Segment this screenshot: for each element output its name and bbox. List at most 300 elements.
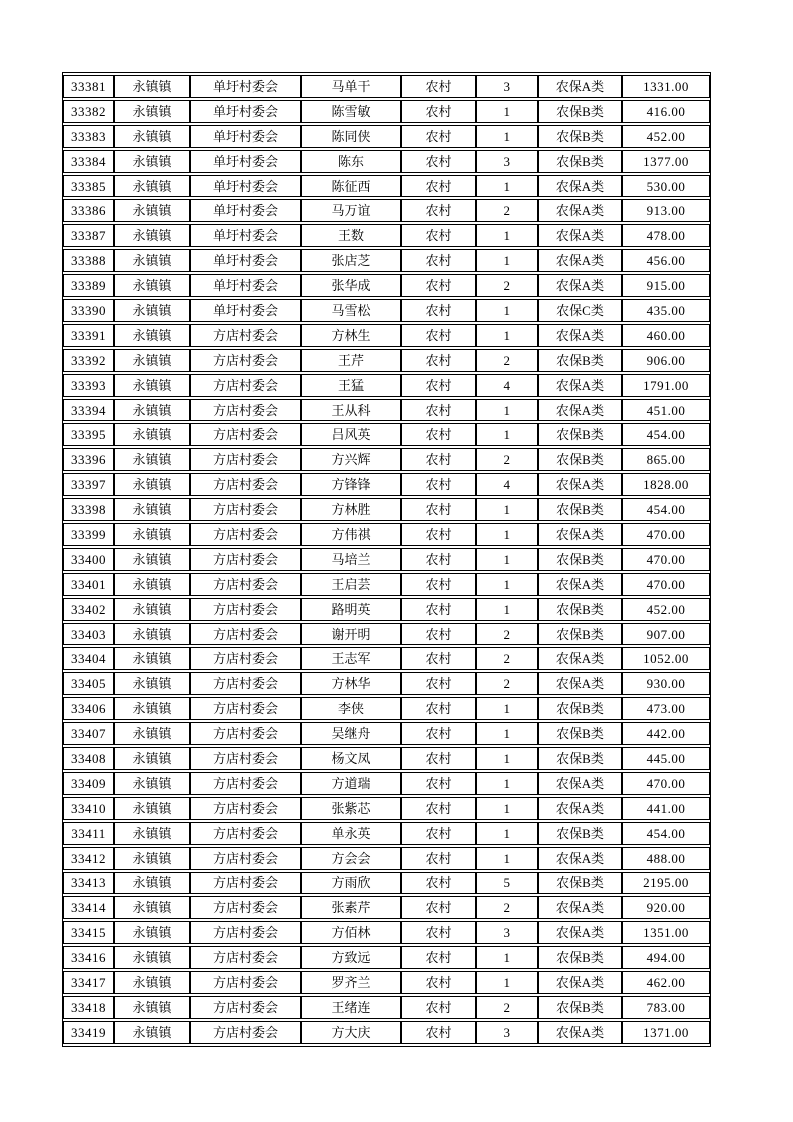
cell-town: 永镇镇 — [114, 448, 190, 471]
cell-insurance-category: 农保B类 — [538, 448, 622, 471]
cell-amount: 454.00 — [622, 498, 710, 521]
cell-amount: 1331.00 — [622, 75, 710, 98]
cell-household-type: 农村 — [401, 996, 476, 1019]
cell-person-name: 吴继舟 — [301, 722, 401, 745]
cell-person-name: 马单干 — [301, 75, 401, 98]
cell-insurance-category: 农保A类 — [538, 1021, 622, 1044]
cell-household-type: 农村 — [401, 672, 476, 695]
cell-household-type: 农村 — [401, 324, 476, 347]
cell-amount: 460.00 — [622, 324, 710, 347]
cell-person-name: 马雪松 — [301, 299, 401, 322]
cell-serial-number: 33391 — [63, 324, 114, 347]
cell-insurance-category: 农保A类 — [538, 647, 622, 670]
table-row — [63, 822, 710, 845]
cell-town: 永镇镇 — [114, 274, 190, 297]
cell-village-committee: 方店村委会 — [190, 548, 301, 571]
cell-insurance-category: 农保A类 — [538, 797, 622, 820]
cell-person-count: 2 — [476, 274, 538, 297]
cell-amount: 462.00 — [622, 971, 710, 994]
cell-insurance-category: 农保A类 — [538, 224, 622, 247]
cell-household-type: 农村 — [401, 448, 476, 471]
cell-town: 永镇镇 — [114, 100, 190, 123]
cell-person-name: 王从科 — [301, 399, 401, 422]
cell-serial-number: 33406 — [63, 697, 114, 720]
cell-town: 永镇镇 — [114, 896, 190, 919]
cell-town: 永镇镇 — [114, 175, 190, 198]
table-row — [63, 722, 710, 745]
cell-town: 永镇镇 — [114, 672, 190, 695]
cell-person-count: 1 — [476, 971, 538, 994]
cell-insurance-category: 农保A类 — [538, 921, 622, 944]
cell-village-committee: 方店村委会 — [190, 747, 301, 770]
cell-insurance-category: 农保A类 — [538, 473, 622, 496]
table-row — [63, 548, 710, 571]
cell-household-type: 农村 — [401, 847, 476, 870]
table-row — [63, 747, 710, 770]
cell-insurance-category: 农保B类 — [538, 598, 622, 621]
cell-village-committee: 方店村委会 — [190, 797, 301, 820]
cell-insurance-category: 农保B类 — [538, 423, 622, 446]
cell-serial-number: 33408 — [63, 747, 114, 770]
cell-village-committee: 方店村委会 — [190, 423, 301, 446]
table-row — [63, 249, 710, 272]
cell-town: 永镇镇 — [114, 498, 190, 521]
cell-person-count: 2 — [476, 199, 538, 222]
cell-town: 永镇镇 — [114, 921, 190, 944]
table-row — [63, 175, 710, 198]
cell-insurance-category: 农保B类 — [538, 100, 622, 123]
cell-serial-number: 33410 — [63, 797, 114, 820]
cell-person-count: 1 — [476, 324, 538, 347]
cell-household-type: 农村 — [401, 946, 476, 969]
cell-person-count: 1 — [476, 847, 538, 870]
cell-household-type: 农村 — [401, 598, 476, 621]
cell-insurance-category: 农保B类 — [538, 150, 622, 173]
cell-household-type: 农村 — [401, 623, 476, 646]
cell-household-type: 农村 — [401, 175, 476, 198]
cell-town: 永镇镇 — [114, 150, 190, 173]
cell-insurance-category: 农保A类 — [538, 199, 622, 222]
cell-village-committee: 单圩村委会 — [190, 100, 301, 123]
cell-insurance-category: 农保B类 — [538, 996, 622, 1019]
cell-amount: 451.00 — [622, 399, 710, 422]
cell-insurance-category: 农保B类 — [538, 623, 622, 646]
cell-town: 永镇镇 — [114, 324, 190, 347]
cell-person-count: 1 — [476, 946, 538, 969]
cell-person-name: 王芹 — [301, 349, 401, 372]
cell-person-count: 1 — [476, 722, 538, 745]
cell-town: 永镇镇 — [114, 224, 190, 247]
cell-serial-number: 33390 — [63, 299, 114, 322]
cell-amount: 2195.00 — [622, 872, 710, 895]
cell-serial-number: 33418 — [63, 996, 114, 1019]
cell-serial-number: 33384 — [63, 150, 114, 173]
cell-household-type: 农村 — [401, 75, 476, 98]
cell-town: 永镇镇 — [114, 847, 190, 870]
cell-serial-number: 33397 — [63, 473, 114, 496]
cell-household-type: 农村 — [401, 199, 476, 222]
cell-person-count: 2 — [476, 672, 538, 695]
cell-person-count: 3 — [476, 1021, 538, 1044]
cell-insurance-category: 农保A类 — [538, 274, 622, 297]
cell-village-committee: 方店村委会 — [190, 324, 301, 347]
cell-person-name: 方锋锋 — [301, 473, 401, 496]
cell-village-committee: 方店村委会 — [190, 921, 301, 944]
cell-village-committee: 方店村委会 — [190, 399, 301, 422]
cell-person-name: 方雨欣 — [301, 872, 401, 895]
cell-household-type: 农村 — [401, 374, 476, 397]
cell-village-committee: 单圩村委会 — [190, 175, 301, 198]
cell-household-type: 农村 — [401, 647, 476, 670]
cell-amount: 530.00 — [622, 175, 710, 198]
cell-person-count: 5 — [476, 872, 538, 895]
cell-person-name: 陈雪敏 — [301, 100, 401, 123]
cell-person-count: 3 — [476, 75, 538, 98]
cell-household-type: 农村 — [401, 921, 476, 944]
cell-village-committee: 单圩村委会 — [190, 274, 301, 297]
table-row — [63, 573, 710, 596]
table-row — [63, 896, 710, 919]
cell-serial-number: 33416 — [63, 946, 114, 969]
cell-town: 永镇镇 — [114, 598, 190, 621]
cell-person-count: 1 — [476, 797, 538, 820]
cell-person-count: 1 — [476, 822, 538, 845]
cell-household-type: 农村 — [401, 1021, 476, 1044]
cell-person-name: 陈同侠 — [301, 125, 401, 148]
cell-person-name: 杨文凤 — [301, 747, 401, 770]
cell-village-committee: 单圩村委会 — [190, 150, 301, 173]
cell-person-count: 1 — [476, 523, 538, 546]
cell-insurance-category: 农保A类 — [538, 175, 622, 198]
cell-person-name: 路明英 — [301, 598, 401, 621]
cell-household-type: 农村 — [401, 299, 476, 322]
cell-person-name: 马万谊 — [301, 199, 401, 222]
cell-village-committee: 单圩村委会 — [190, 75, 301, 98]
cell-insurance-category: 农保B类 — [538, 946, 622, 969]
cell-household-type: 农村 — [401, 100, 476, 123]
cell-serial-number: 33392 — [63, 349, 114, 372]
cell-person-name: 张素芹 — [301, 896, 401, 919]
table-row — [63, 971, 710, 994]
cell-person-count: 1 — [476, 399, 538, 422]
cell-household-type: 农村 — [401, 772, 476, 795]
cell-village-committee: 方店村委会 — [190, 598, 301, 621]
cell-household-type: 农村 — [401, 573, 476, 596]
cell-person-name: 王绪连 — [301, 996, 401, 1019]
cell-amount: 1351.00 — [622, 921, 710, 944]
table-row — [63, 647, 710, 670]
cell-person-name: 方伟祺 — [301, 523, 401, 546]
cell-person-count: 1 — [476, 249, 538, 272]
cell-insurance-category: 农保B类 — [538, 722, 622, 745]
cell-town: 永镇镇 — [114, 797, 190, 820]
cell-household-type: 农村 — [401, 822, 476, 845]
cell-village-committee: 单圩村委会 — [190, 299, 301, 322]
cell-person-name: 方大庆 — [301, 1021, 401, 1044]
cell-village-committee: 单圩村委会 — [190, 224, 301, 247]
cell-town: 永镇镇 — [114, 623, 190, 646]
cell-serial-number: 33405 — [63, 672, 114, 695]
cell-amount: 783.00 — [622, 996, 710, 1019]
cell-person-count: 1 — [476, 747, 538, 770]
table-row — [63, 623, 710, 646]
table-row — [63, 374, 710, 397]
cell-serial-number: 33400 — [63, 548, 114, 571]
cell-insurance-category: 农保C类 — [538, 299, 622, 322]
cell-person-name: 方林华 — [301, 672, 401, 695]
cell-village-committee: 方店村委会 — [190, 996, 301, 1019]
cell-insurance-category: 农保A类 — [538, 399, 622, 422]
cell-person-count: 2 — [476, 996, 538, 1019]
cell-village-committee: 方店村委会 — [190, 971, 301, 994]
cell-person-name: 方致远 — [301, 946, 401, 969]
table-row — [63, 946, 710, 969]
cell-insurance-category: 农保B类 — [538, 822, 622, 845]
cell-village-committee: 方店村委会 — [190, 847, 301, 870]
cell-village-committee: 方店村委会 — [190, 623, 301, 646]
cell-village-committee: 方店村委会 — [190, 374, 301, 397]
cell-person-name: 吕风英 — [301, 423, 401, 446]
cell-person-name: 王猛 — [301, 374, 401, 397]
cell-village-committee: 方店村委会 — [190, 573, 301, 596]
cell-person-count: 1 — [476, 548, 538, 571]
cell-town: 永镇镇 — [114, 971, 190, 994]
cell-insurance-category: 农保A类 — [538, 672, 622, 695]
cell-amount: 452.00 — [622, 598, 710, 621]
table-row — [63, 199, 710, 222]
cell-household-type: 农村 — [401, 349, 476, 372]
cell-town: 永镇镇 — [114, 249, 190, 272]
cell-town: 永镇镇 — [114, 423, 190, 446]
table-row — [63, 847, 710, 870]
cell-town: 永镇镇 — [114, 647, 190, 670]
cell-household-type: 农村 — [401, 872, 476, 895]
cell-insurance-category: 农保B类 — [538, 349, 622, 372]
cell-amount: 906.00 — [622, 349, 710, 372]
cell-amount: 452.00 — [622, 125, 710, 148]
cell-serial-number: 33399 — [63, 523, 114, 546]
cell-person-name: 王数 — [301, 224, 401, 247]
table-row — [63, 797, 710, 820]
cell-amount: 441.00 — [622, 797, 710, 820]
cell-town: 永镇镇 — [114, 747, 190, 770]
cell-household-type: 农村 — [401, 249, 476, 272]
cell-household-type: 农村 — [401, 523, 476, 546]
cell-town: 永镇镇 — [114, 125, 190, 148]
cell-village-committee: 方店村委会 — [190, 722, 301, 745]
cell-town: 永镇镇 — [114, 523, 190, 546]
table-row — [63, 498, 710, 521]
cell-serial-number: 33383 — [63, 125, 114, 148]
cell-amount: 494.00 — [622, 946, 710, 969]
cell-serial-number: 33409 — [63, 772, 114, 795]
cell-village-committee: 方店村委会 — [190, 946, 301, 969]
cell-household-type: 农村 — [401, 399, 476, 422]
cell-person-count: 1 — [476, 772, 538, 795]
cell-amount: 1371.00 — [622, 1021, 710, 1044]
cell-amount: 930.00 — [622, 672, 710, 695]
cell-village-committee: 方店村委会 — [190, 473, 301, 496]
cell-person-name: 方道瑞 — [301, 772, 401, 795]
cell-amount: 915.00 — [622, 274, 710, 297]
cell-household-type: 农村 — [401, 150, 476, 173]
cell-person-count: 4 — [476, 473, 538, 496]
cell-insurance-category: 农保A类 — [538, 324, 622, 347]
cell-household-type: 农村 — [401, 274, 476, 297]
table-row — [63, 349, 710, 372]
cell-town: 永镇镇 — [114, 822, 190, 845]
cell-village-committee: 方店村委会 — [190, 872, 301, 895]
cell-insurance-category: 农保A类 — [538, 573, 622, 596]
cell-insurance-category: 农保A类 — [538, 374, 622, 397]
cell-serial-number: 33412 — [63, 847, 114, 870]
cell-person-count: 2 — [476, 647, 538, 670]
cell-insurance-category: 农保A类 — [538, 249, 622, 272]
cell-amount: 473.00 — [622, 697, 710, 720]
table-row — [63, 75, 710, 98]
cell-serial-number: 33414 — [63, 896, 114, 919]
cell-serial-number: 33395 — [63, 423, 114, 446]
table-row — [63, 399, 710, 422]
cell-person-count: 1 — [476, 598, 538, 621]
cell-person-name: 王志军 — [301, 647, 401, 670]
cell-amount: 454.00 — [622, 822, 710, 845]
cell-serial-number: 33403 — [63, 623, 114, 646]
cell-amount: 435.00 — [622, 299, 710, 322]
cell-insurance-category: 农保B类 — [538, 747, 622, 770]
cell-insurance-category: 农保A类 — [538, 523, 622, 546]
cell-person-count: 1 — [476, 175, 538, 198]
cell-household-type: 农村 — [401, 498, 476, 521]
table-body — [63, 75, 710, 1044]
cell-town: 永镇镇 — [114, 772, 190, 795]
cell-person-name: 王启芸 — [301, 573, 401, 596]
cell-serial-number: 33404 — [63, 647, 114, 670]
table-row — [63, 1021, 710, 1044]
cell-amount: 478.00 — [622, 224, 710, 247]
cell-household-type: 农村 — [401, 747, 476, 770]
cell-insurance-category: 农保B类 — [538, 498, 622, 521]
cell-village-committee: 方店村委会 — [190, 822, 301, 845]
cell-village-committee: 方店村委会 — [190, 498, 301, 521]
table-row — [63, 423, 710, 446]
cell-serial-number: 33389 — [63, 274, 114, 297]
cell-person-name: 方佰林 — [301, 921, 401, 944]
cell-insurance-category: 农保B类 — [538, 697, 622, 720]
cell-village-committee: 方店村委会 — [190, 1021, 301, 1044]
cell-village-committee: 方店村委会 — [190, 896, 301, 919]
cell-serial-number: 33396 — [63, 448, 114, 471]
table-row — [63, 448, 710, 471]
cell-person-count: 1 — [476, 423, 538, 446]
cell-household-type: 农村 — [401, 423, 476, 446]
cell-town: 永镇镇 — [114, 946, 190, 969]
table-row — [63, 921, 710, 944]
cell-town: 永镇镇 — [114, 697, 190, 720]
cell-person-count: 1 — [476, 697, 538, 720]
cell-serial-number: 33419 — [63, 1021, 114, 1044]
cell-serial-number: 33415 — [63, 921, 114, 944]
cell-household-type: 农村 — [401, 722, 476, 745]
cell-person-name: 张紫芯 — [301, 797, 401, 820]
cell-person-count: 2 — [476, 623, 538, 646]
cell-person-count: 1 — [476, 224, 538, 247]
cell-household-type: 农村 — [401, 125, 476, 148]
cell-village-committee: 方店村委会 — [190, 523, 301, 546]
cell-person-count: 1 — [476, 100, 538, 123]
cell-town: 永镇镇 — [114, 872, 190, 895]
cell-village-committee: 方店村委会 — [190, 448, 301, 471]
cell-person-count: 2 — [476, 448, 538, 471]
cell-serial-number: 33394 — [63, 399, 114, 422]
cell-person-name: 方林胜 — [301, 498, 401, 521]
cell-serial-number: 33388 — [63, 249, 114, 272]
cell-amount: 470.00 — [622, 523, 710, 546]
cell-person-count: 3 — [476, 921, 538, 944]
cell-amount: 1791.00 — [622, 374, 710, 397]
cell-amount: 865.00 — [622, 448, 710, 471]
cell-person-name: 单永英 — [301, 822, 401, 845]
cell-village-committee: 单圩村委会 — [190, 199, 301, 222]
cell-amount: 488.00 — [622, 847, 710, 870]
cell-town: 永镇镇 — [114, 473, 190, 496]
cell-village-committee: 方店村委会 — [190, 672, 301, 695]
table-row — [63, 125, 710, 148]
cell-amount: 442.00 — [622, 722, 710, 745]
cell-person-name: 马培兰 — [301, 548, 401, 571]
cell-serial-number: 33387 — [63, 224, 114, 247]
cell-person-name: 方兴辉 — [301, 448, 401, 471]
cell-serial-number: 33407 — [63, 722, 114, 745]
cell-village-committee: 单圩村委会 — [190, 249, 301, 272]
cell-insurance-category: 农保B类 — [538, 872, 622, 895]
cell-serial-number: 33385 — [63, 175, 114, 198]
cell-insurance-category: 农保B类 — [538, 125, 622, 148]
cell-insurance-category: 农保A类 — [538, 847, 622, 870]
cell-person-name: 罗齐兰 — [301, 971, 401, 994]
cell-amount: 470.00 — [622, 573, 710, 596]
cell-serial-number: 33393 — [63, 374, 114, 397]
table-row — [63, 299, 710, 322]
cell-town: 永镇镇 — [114, 548, 190, 571]
cell-person-name: 张华成 — [301, 274, 401, 297]
cell-serial-number: 33386 — [63, 199, 114, 222]
cell-person-name: 方会会 — [301, 847, 401, 870]
cell-household-type: 农村 — [401, 797, 476, 820]
table-row — [63, 996, 710, 1019]
cell-town: 永镇镇 — [114, 299, 190, 322]
table-row — [63, 772, 710, 795]
cell-serial-number: 33411 — [63, 822, 114, 845]
cell-amount: 1052.00 — [622, 647, 710, 670]
cell-town: 永镇镇 — [114, 996, 190, 1019]
cell-insurance-category: 农保A类 — [538, 896, 622, 919]
table-row — [63, 473, 710, 496]
cell-insurance-category: 农保A类 — [538, 75, 622, 98]
cell-amount: 456.00 — [622, 249, 710, 272]
cell-town: 永镇镇 — [114, 1021, 190, 1044]
cell-serial-number: 33398 — [63, 498, 114, 521]
cell-person-name: 方林生 — [301, 324, 401, 347]
cell-person-name: 陈东 — [301, 150, 401, 173]
cell-insurance-category: 农保A类 — [538, 971, 622, 994]
table-row — [63, 523, 710, 546]
table-row — [63, 324, 710, 347]
cell-person-count: 1 — [476, 498, 538, 521]
table-row — [63, 100, 710, 123]
cell-household-type: 农村 — [401, 896, 476, 919]
cell-person-count: 1 — [476, 573, 538, 596]
